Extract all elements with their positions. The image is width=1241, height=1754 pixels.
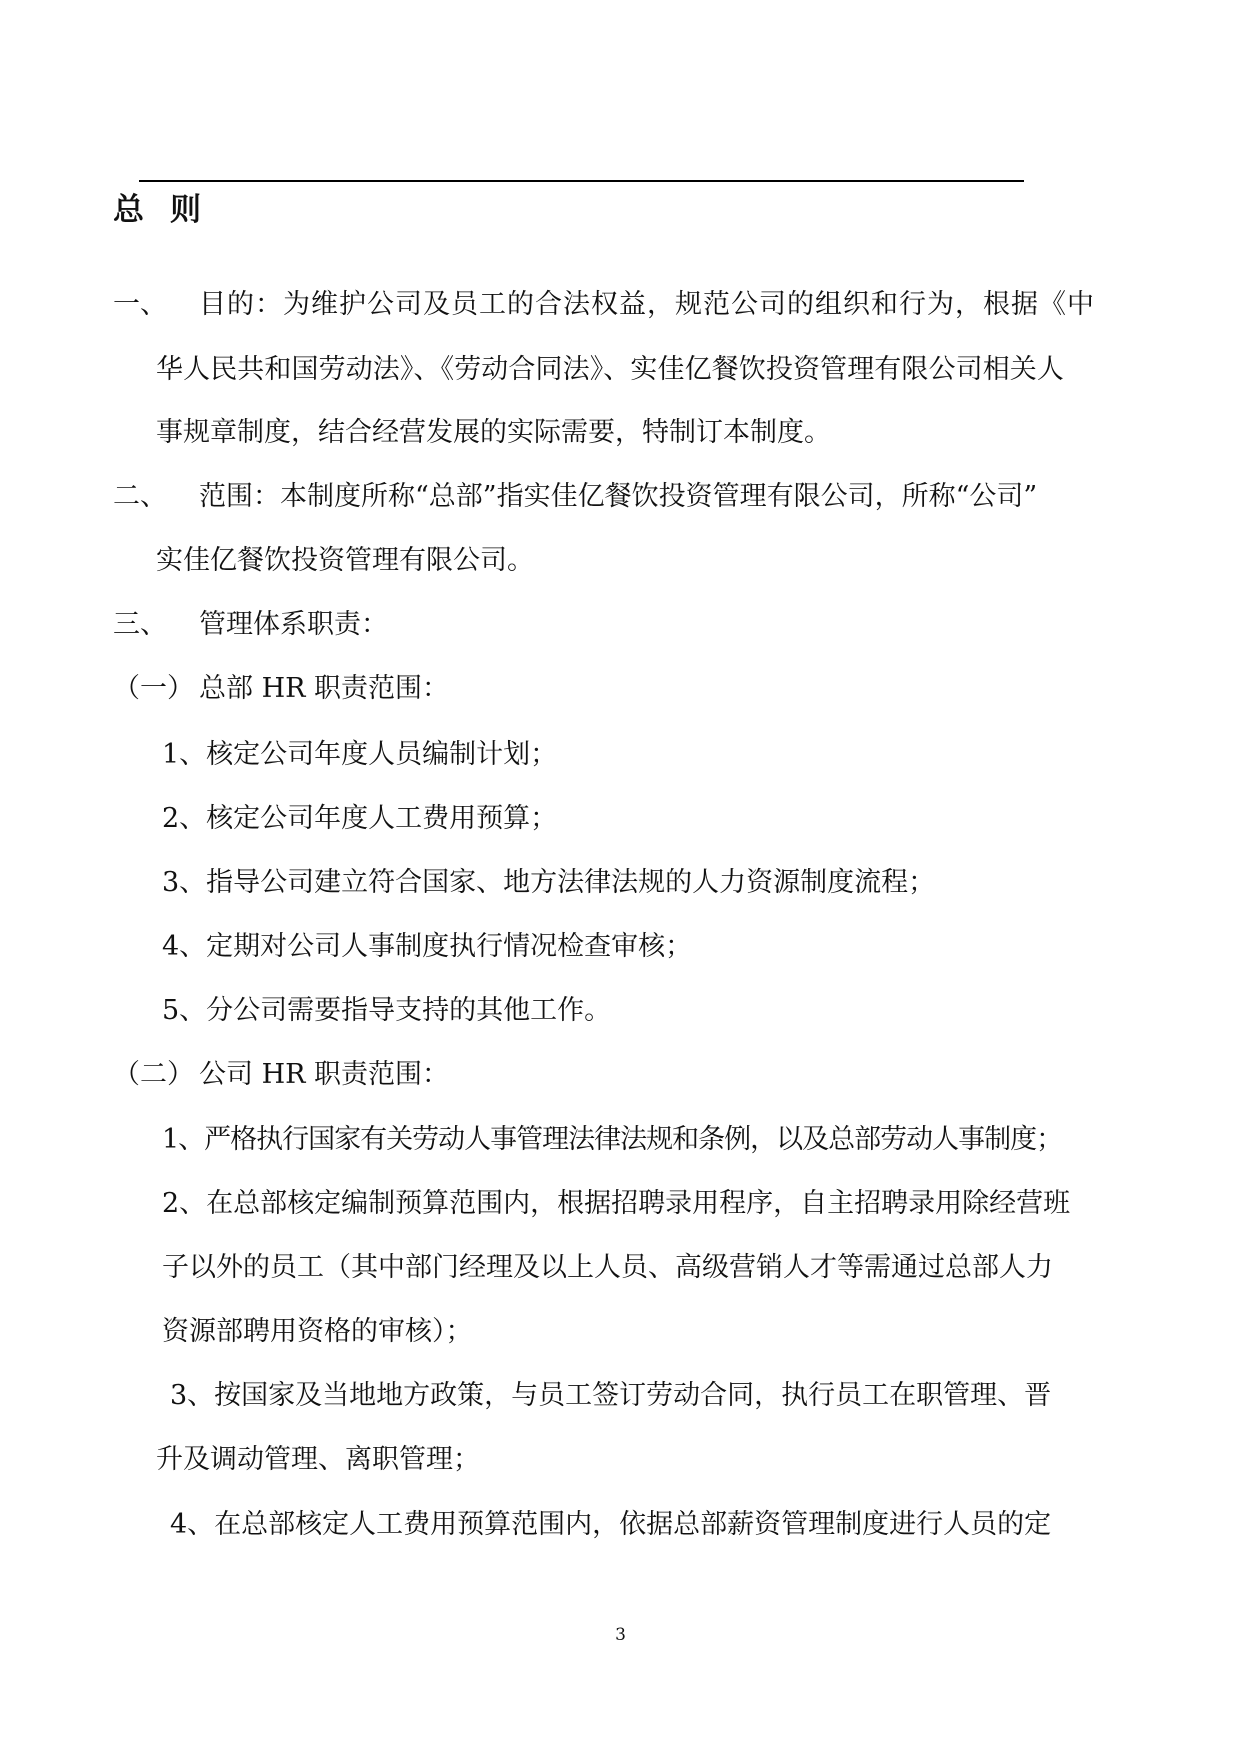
subsection-2-item-1: 1、严格执行国家有关劳动人事管理法律法规和条例，以及总部劳动人事制度； [162,1124,1063,1155]
header-rule [139,180,1024,182]
section-1-line-1: 目的：为维护公司及员工的合法权益，规范公司的组织和行为，根据《中 [199,289,1095,320]
subsection-1-heading: 总部 HR 职责范围： [199,673,450,704]
section-1-line-3: 事规章制度，结合经营发展的实际需要，特制订本制度。 [156,417,831,448]
subsection-1-marker: （一） [113,673,194,704]
section-2-line-2: 实佳亿餐饮投资管理有限公司。 [156,545,534,576]
subsection-1-item-3: 3、指导公司建立符合国家、地方法律法规的人力资源制度流程； [162,867,936,898]
page-title: 总则 [113,192,227,228]
subsection-2-item-3-line-1: 3、按国家及当地地方政策，与员工签订劳动合同，执行员工在职管理、晋 [170,1380,1052,1411]
subsection-1-item-2: 2、核定公司年度人工费用预算； [162,803,558,834]
section-2-line-1: 范围：本制度所称“总部”指实佳亿餐饮投资管理有限公司，所称“公司” [199,481,1038,512]
section-2-marker: 二、 [113,481,167,512]
subsection-2-item-2-line-3: 资源部聘用资格的审核）； [162,1316,473,1347]
subsection-1-item-5: 5、分公司需要指导支持的其他工作。 [162,995,612,1026]
subsection-2-marker: （二） [113,1059,194,1090]
subsection-1-item-1: 1、核定公司年度人员编制计划； [162,739,558,770]
subsection-2-item-2-line-2: 子以外的员工（其中部门经理及以上人员、高级营销人才等需通过总部人力 [162,1252,1053,1283]
subsection-2-item-4-line-1: 4、在总部核定人工费用预算范围内，依据总部薪资管理制度进行人员的定 [170,1509,1052,1540]
subsection-2-item-2-line-1: 2、在总部核定编制预算范围内，根据招聘录用程序，自主招聘录用除经营班 [162,1188,1071,1219]
subsection-1-item-4: 4、定期对公司人事制度执行情况检查审核； [162,931,693,962]
subsection-2-heading: 公司 HR 职责范围： [199,1059,450,1090]
section-3-marker: 三、 [113,609,167,640]
subsection-2-item-3-line-2: 升及调动管理、离职管理； [156,1444,480,1475]
section-3-text: 管理体系职责： [199,609,388,640]
page-number: 3 [615,1625,626,1645]
section-1-marker: 一、 [113,289,167,320]
section-1-line-2: 华人民共和国劳动法》、《劳动合同法》、实佳亿餐饮投资管理有限公司相关人 [156,354,1064,385]
